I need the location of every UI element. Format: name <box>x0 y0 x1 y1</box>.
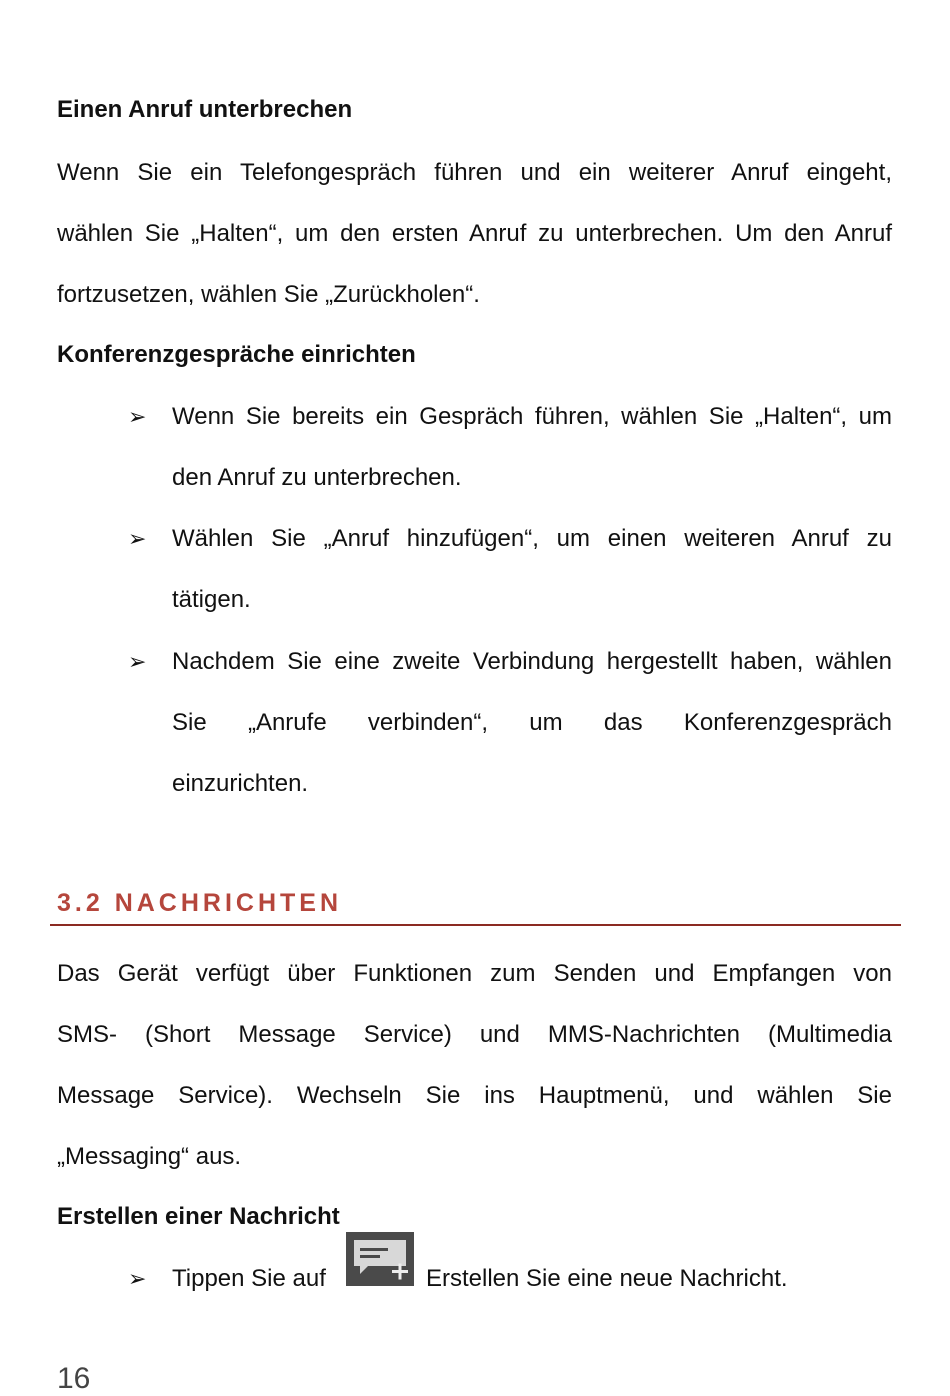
text-line: Message Service). Wechseln Sie ins Hauptmenü, und wählen Sie <box>57 1082 892 1109</box>
heading-hold-call: Einen Anruf unterbrechen <box>57 96 353 123</box>
text-line: SMS- (Short Message Service) und MMS-Nachrichten (Multimedia <box>57 1021 892 1048</box>
paragraph-messages <box>57 943 892 1187</box>
bullet-arrow-icon: ➢ <box>128 1266 147 1291</box>
text-line: Das Gerät verfügt über Funktionen zum Senden und Empfangen von <box>57 960 892 987</box>
section-title-messages: 3.2 NACHRICHTEN <box>57 889 343 917</box>
text-line: Wählen Sie „Anruf hinzufügen“, um einen weiteren Anruf zu <box>172 525 892 552</box>
bullet-text-before-icon: Tippen Sie auf <box>172 1265 326 1292</box>
page-number: 16 <box>57 1362 91 1395</box>
bullet-arrow-icon: ➢ <box>128 649 147 674</box>
heading-create-message: Erstellen einer Nachricht <box>57 1203 340 1230</box>
text-line: Wenn Sie ein Telefongespräch führen und ein weiterer Anruf eingeht, <box>57 159 892 186</box>
text-line: Wenn Sie bereits ein Gespräch führen, wählen Sie „Halten“, um <box>172 403 892 430</box>
text-line: den Anruf zu unterbrechen. <box>172 464 462 491</box>
text-line: tätigen. <box>172 586 251 613</box>
text-line: Nachdem Sie eine zweite Verbindung hergestellt haben, wählen <box>172 648 892 675</box>
bullet-arrow-icon: ➢ <box>128 526 147 551</box>
bullet-arrow-icon: ➢ <box>128 404 147 429</box>
compose-message-icon <box>346 1232 414 1286</box>
text-line: einzurichten. <box>172 770 309 797</box>
text-line: Sie „Anrufe verbinden“, um das Konferenzgespräch <box>172 709 892 736</box>
section-divider <box>50 924 901 926</box>
paragraph-hold-call <box>57 142 892 325</box>
text-line: „Messaging“ aus. <box>57 1143 242 1170</box>
text-line: fortzusetzen, wählen Sie „Zurückholen“. <box>57 281 480 308</box>
text-line: wählen Sie „Halten“, um den ersten Anruf zu unterbrechen. Um den Anruf <box>57 220 892 247</box>
bullet-text-after-icon: Erstellen Sie eine neue Nachricht. <box>426 1265 788 1292</box>
heading-conference: Konferenzgespräche einrichten <box>57 341 416 368</box>
